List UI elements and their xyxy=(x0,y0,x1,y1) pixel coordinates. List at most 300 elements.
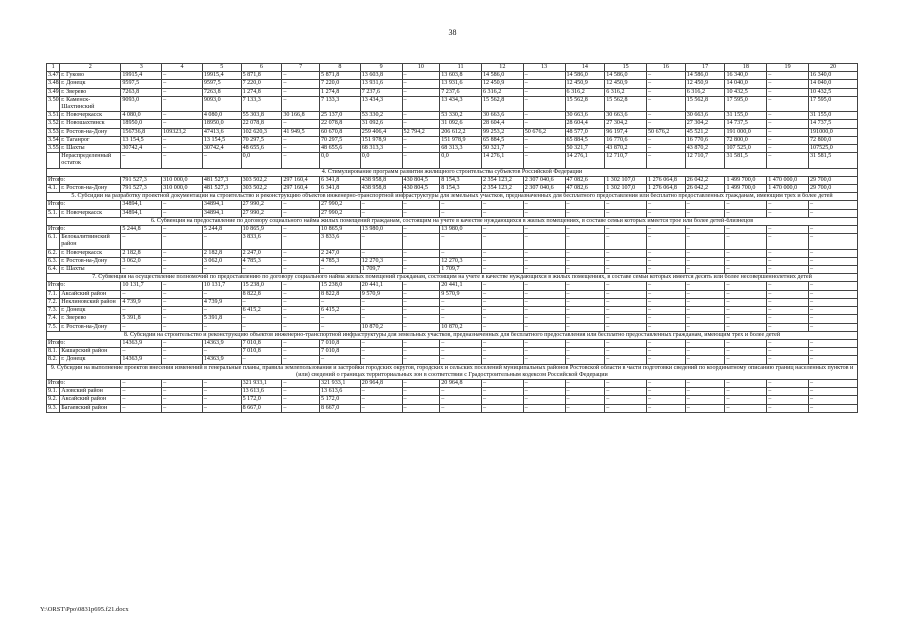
value-cell: – xyxy=(647,136,686,144)
value-cell: – xyxy=(647,339,686,347)
value-cell: 430 804,5 xyxy=(402,176,440,184)
value-cell: – xyxy=(685,226,725,234)
value-cell: – xyxy=(767,339,809,347)
value-cell: 43 870,2 xyxy=(605,145,647,153)
value-cell: – xyxy=(605,388,647,396)
value-cell: 15 562,8 xyxy=(605,96,647,111)
value-cell: – xyxy=(440,249,482,257)
section-heading-row xyxy=(47,274,858,282)
row-number-cell: 3.48. xyxy=(48,80,61,87)
value-cell: 6 316,2 xyxy=(685,88,725,96)
territory-name-cell xyxy=(60,339,121,347)
territory-name-cell: г. Новочеркасск xyxy=(60,112,121,120)
value-cell: – xyxy=(162,234,203,249)
value-cell: – xyxy=(647,396,686,404)
value-cell: – xyxy=(282,234,320,249)
value-cell: – xyxy=(202,323,241,331)
value-cell: – xyxy=(282,153,320,168)
value-cell: 102 620,3 xyxy=(241,128,282,136)
value-cell: – xyxy=(767,388,809,396)
value-cell: 34894,1 xyxy=(121,209,162,217)
value-cell: – xyxy=(440,339,482,347)
value-cell: 9093,0 xyxy=(121,96,162,111)
value-cell: – xyxy=(685,298,725,306)
value-cell: – xyxy=(162,307,203,315)
value-cell: 8 154,3 xyxy=(440,176,482,184)
value-cell: – xyxy=(121,388,162,396)
column-number-cell: 2 xyxy=(60,64,121,72)
value-cell: – xyxy=(402,120,440,128)
value-cell: – xyxy=(767,153,809,168)
value-cell: – xyxy=(121,266,162,274)
value-cell: 31 581,5 xyxy=(808,153,857,168)
value-cell: – xyxy=(282,145,320,153)
value-cell: – xyxy=(725,257,767,265)
value-cell: – xyxy=(647,307,686,315)
value-cell: – xyxy=(282,396,320,404)
value-cell: 297 160,4 xyxy=(282,185,320,193)
value-cell: – xyxy=(767,72,809,80)
value-cell: 31 155,0 xyxy=(725,112,767,120)
value-cell: 12 450,9 xyxy=(685,80,725,88)
value-cell: – xyxy=(282,323,320,331)
value-cell: – xyxy=(808,339,857,347)
value-cell: – xyxy=(605,323,647,331)
value-cell: – xyxy=(360,388,402,396)
value-cell: – xyxy=(523,307,565,315)
value-cell: – xyxy=(282,226,320,234)
territory-name-cell: г. Каменск-Шахтинский xyxy=(60,96,121,111)
value-cell: – xyxy=(320,298,361,306)
territory-name-cell: Неклиновский район xyxy=(60,298,121,306)
value-cell: 10 870,2 xyxy=(360,323,402,331)
value-cell: – xyxy=(605,209,647,217)
value-cell: 5 172,0 xyxy=(241,396,282,404)
table-row xyxy=(47,257,858,265)
value-cell: – xyxy=(162,257,203,265)
value-cell: – xyxy=(647,88,686,96)
value-cell: 7 010,8 xyxy=(320,339,361,347)
value-cell: – xyxy=(565,379,605,387)
value-cell: – xyxy=(162,72,203,80)
value-cell: – xyxy=(402,96,440,111)
column-number-cell: 9 xyxy=(360,64,402,72)
file-path-footer: Y:\ORST\Ppo\0831p695.f21.docx xyxy=(40,606,129,613)
value-cell: – xyxy=(440,396,482,404)
value-cell: – xyxy=(402,88,440,96)
row-number-cell: 6.1. xyxy=(47,234,60,249)
value-cell: – xyxy=(808,266,857,274)
value-cell: – xyxy=(808,315,857,323)
value-cell: 14 586,0 xyxy=(565,72,605,80)
territory-name-cell: г. Таганрог xyxy=(60,136,121,144)
value-cell: – xyxy=(402,379,440,387)
value-cell: – xyxy=(767,396,809,404)
table-row xyxy=(47,88,858,96)
value-cell: 60 670,8 xyxy=(320,128,361,136)
value-cell: 19915,4 xyxy=(202,72,241,80)
value-cell: – xyxy=(685,356,725,364)
value-cell: 151 978,9 xyxy=(360,136,402,144)
value-cell: 14 586,0 xyxy=(605,72,647,80)
territory-name-cell: Аксайский район xyxy=(60,290,121,298)
value-cell: – xyxy=(481,388,523,396)
value-cell: 156736,8 xyxy=(121,128,162,136)
page-number: 38 xyxy=(448,28,457,37)
value-cell: 1 470 000,0 xyxy=(767,185,809,193)
value-cell: 1 302 107,0 xyxy=(605,185,647,193)
row-number-cell: 7.1. xyxy=(47,290,60,298)
value-cell: 14 040,0 xyxy=(725,80,767,88)
value-cell: – xyxy=(725,348,767,356)
value-cell: 50 321,7 xyxy=(565,145,605,153)
value-cell: – xyxy=(162,226,203,234)
value-cell: – xyxy=(565,315,605,323)
value-cell: 68 313,3 xyxy=(360,145,402,153)
territory-name-cell: Аксайский район xyxy=(60,396,121,404)
value-cell: 65 884,5 xyxy=(565,136,605,144)
value-cell: 15 562,8 xyxy=(565,96,605,111)
value-cell: – xyxy=(523,315,565,323)
value-cell: 5 244,8 xyxy=(202,226,241,234)
value-cell: 72 800,0 xyxy=(725,136,767,144)
value-cell: 48 577,0 xyxy=(565,128,605,136)
column-number-cell: 4 xyxy=(162,64,203,72)
value-cell: – xyxy=(320,266,361,274)
value-cell: – xyxy=(162,249,203,257)
value-cell: – xyxy=(282,282,320,290)
value-cell: – xyxy=(725,404,767,412)
value-cell: – xyxy=(767,112,809,120)
value-cell: – xyxy=(440,388,482,396)
value-cell: – xyxy=(565,201,605,209)
value-cell: – xyxy=(402,257,440,265)
value-cell: – xyxy=(481,249,523,257)
value-cell: – xyxy=(162,298,203,306)
value-cell: 4 739,9 xyxy=(202,298,241,306)
value-cell: 14 586,0 xyxy=(685,72,725,80)
value-cell: – xyxy=(241,323,282,331)
value-cell: – xyxy=(523,153,565,168)
territory-name-cell: г. Новочеркасск xyxy=(60,249,121,257)
value-cell: 2 247,0 xyxy=(320,249,361,257)
value-cell: – xyxy=(647,226,686,234)
row-number-cell: 7.2. xyxy=(47,298,60,306)
section-heading-row xyxy=(47,168,858,176)
value-cell: 430 804,5 xyxy=(402,185,440,193)
value-cell: 53 330,2 xyxy=(440,112,482,120)
value-cell: – xyxy=(402,315,440,323)
column-number-cell: 6 xyxy=(241,64,282,72)
value-cell: – xyxy=(121,323,162,331)
value-cell: 7 237,6 xyxy=(360,88,402,96)
value-cell: 65 884,5 xyxy=(481,136,523,144)
table-row xyxy=(47,307,858,315)
value-cell: – xyxy=(523,396,565,404)
value-cell: 9 570,9 xyxy=(360,290,402,298)
column-number-cell: 10 xyxy=(402,64,440,72)
value-cell: 191 000,0 xyxy=(725,128,767,136)
value-cell: 303 502,2 xyxy=(241,185,282,193)
value-cell: – xyxy=(808,323,857,331)
value-cell: – xyxy=(685,209,725,217)
table-row xyxy=(47,226,858,234)
value-cell: – xyxy=(523,379,565,387)
value-cell: – xyxy=(605,257,647,265)
value-cell: – xyxy=(121,404,162,412)
section-heading-row xyxy=(47,364,858,379)
value-cell: 6 341,8 xyxy=(320,185,361,193)
value-cell: 34894,1 xyxy=(202,201,241,209)
value-cell: – xyxy=(320,356,361,364)
territory-name-cell xyxy=(60,176,121,184)
value-cell: – xyxy=(725,388,767,396)
value-cell: – xyxy=(440,356,482,364)
row-number-cell: 3.50. xyxy=(47,96,60,111)
value-cell: – xyxy=(647,249,686,257)
value-cell: – xyxy=(725,356,767,364)
value-cell: 31 092,6 xyxy=(440,120,482,128)
column-number-cell: 8 xyxy=(320,64,361,72)
value-cell: – xyxy=(402,201,440,209)
territory-name-cell: г. Ростов-на-Дону xyxy=(60,128,121,136)
value-cell: – xyxy=(162,120,203,128)
value-cell: – xyxy=(523,136,565,144)
value-cell: – xyxy=(808,257,857,265)
value-cell: – xyxy=(202,388,241,396)
value-cell: 0,0 xyxy=(320,153,361,168)
value-cell: 99 253,2 xyxy=(481,128,523,136)
value-cell: – xyxy=(282,307,320,315)
value-cell: – xyxy=(523,356,565,364)
section-heading: 8. Субсидии на строительство и реконструкцию объектов инженерно-транспортной инфраструктуры для земельных участков, предназначенных для бесплатного предоставления или бесплатно предоставленных гражданам, имеющим трех и более детей xyxy=(47,331,858,339)
value-cell: – xyxy=(565,356,605,364)
value-cell: – xyxy=(162,201,203,209)
value-cell: 321 933,1 xyxy=(241,379,282,387)
value-cell: 1 499 700,0 xyxy=(725,176,767,184)
value-cell: – xyxy=(523,257,565,265)
column-number-cell: 13 xyxy=(523,64,565,72)
value-cell: 297 160,4 xyxy=(282,176,320,184)
value-cell: – xyxy=(647,209,686,217)
row-number-cell: Итого: xyxy=(48,201,66,208)
value-cell: – xyxy=(481,282,523,290)
value-cell: 151 978,9 xyxy=(440,136,482,144)
value-cell: – xyxy=(402,404,440,412)
value-cell: 96 197,4 xyxy=(605,128,647,136)
value-cell: – xyxy=(282,136,320,144)
value-cell: 321 933,1 xyxy=(320,379,361,387)
value-cell: 16 770,6 xyxy=(685,136,725,144)
value-cell: – xyxy=(402,290,440,298)
value-cell: – xyxy=(565,234,605,249)
value-cell: 438 958,8 xyxy=(360,185,402,193)
value-cell: 13 154,5 xyxy=(121,136,162,144)
value-cell: 6 316,2 xyxy=(565,88,605,96)
value-cell: – xyxy=(647,112,686,120)
value-cell: 16 340,0 xyxy=(808,72,857,80)
row-number-cell: Итого: xyxy=(48,379,66,386)
table-row xyxy=(47,298,858,306)
value-cell: – xyxy=(767,356,809,364)
value-cell: – xyxy=(808,290,857,298)
value-cell: – xyxy=(725,290,767,298)
value-cell: – xyxy=(162,145,203,153)
value-cell: 17 595,0 xyxy=(725,96,767,111)
territory-name-cell: г. Новошахтинск xyxy=(60,120,121,128)
value-cell: 1 276 064,8 xyxy=(647,176,686,184)
value-cell: – xyxy=(481,266,523,274)
table-row xyxy=(47,72,858,80)
value-cell: – xyxy=(282,379,320,387)
row-number-cell: Итого: xyxy=(48,282,66,289)
value-cell: 7 010,8 xyxy=(241,348,282,356)
value-cell: – xyxy=(685,257,725,265)
value-cell: 14 586,0 xyxy=(481,72,523,80)
value-cell: – xyxy=(565,266,605,274)
value-cell: 41 949,5 xyxy=(282,128,320,136)
value-cell: 31 155,0 xyxy=(808,112,857,120)
row-number-cell: 9.1. xyxy=(47,388,60,396)
value-cell: – xyxy=(767,88,809,96)
value-cell: 0,0 xyxy=(360,153,402,168)
row-number-cell: 3.52. xyxy=(48,120,61,127)
value-cell: – xyxy=(402,249,440,257)
value-cell: 52 794,2 xyxy=(402,128,440,136)
value-cell: – xyxy=(162,290,203,298)
value-cell: – xyxy=(605,290,647,298)
value-cell: – xyxy=(605,356,647,364)
value-cell: – xyxy=(402,234,440,249)
value-cell: 7 237,6 xyxy=(440,88,482,96)
value-cell: – xyxy=(767,201,809,209)
value-cell: – xyxy=(481,257,523,265)
value-cell: – xyxy=(685,315,725,323)
value-cell: 5 172,0 xyxy=(320,396,361,404)
value-cell: 34894,1 xyxy=(121,201,162,209)
value-cell: – xyxy=(767,290,809,298)
value-cell: – xyxy=(647,266,686,274)
value-cell: – xyxy=(481,323,523,331)
value-cell: – xyxy=(725,339,767,347)
value-cell: – xyxy=(565,323,605,331)
value-cell: – xyxy=(523,323,565,331)
value-cell: – xyxy=(685,396,725,404)
value-cell: – xyxy=(121,307,162,315)
value-cell: – xyxy=(725,298,767,306)
value-cell: – xyxy=(481,315,523,323)
value-cell: – xyxy=(767,226,809,234)
row-number-cell: 3.55. xyxy=(48,145,61,152)
value-cell: – xyxy=(440,307,482,315)
value-cell: 15 562,8 xyxy=(685,96,725,111)
territory-name-cell: г. Ростов-на-Дону xyxy=(60,257,121,265)
value-cell: – xyxy=(725,315,767,323)
table-row xyxy=(47,176,858,184)
value-cell: 2 247,0 xyxy=(241,249,282,257)
row-number-cell: Итого: xyxy=(48,176,66,183)
section-heading: 7. Субвенция на осуществление полномочий по предоставлению по договору социального найма жилых помещений гражданам, состоящим на учете в качестве нуждающихся в жилых помещениях, в составе семьи которых имеется десять или более несовершеннолетних детей xyxy=(47,274,858,282)
value-cell: 7263,8 xyxy=(202,88,241,96)
value-cell: – xyxy=(565,348,605,356)
value-cell: – xyxy=(121,396,162,404)
value-cell: 31 092,6 xyxy=(360,120,402,128)
value-cell: – xyxy=(605,282,647,290)
value-cell: – xyxy=(523,282,565,290)
value-cell: – xyxy=(725,201,767,209)
value-cell: 7 010,8 xyxy=(320,348,361,356)
value-cell: – xyxy=(402,72,440,80)
value-cell: – xyxy=(402,396,440,404)
value-cell: 26 042,2 xyxy=(685,176,725,184)
value-cell: 30 663,6 xyxy=(685,112,725,120)
value-cell: 10 870,2 xyxy=(440,323,482,331)
value-cell: 5 391,8 xyxy=(202,315,241,323)
value-cell: – xyxy=(605,404,647,412)
territory-name-cell: г. Шахты xyxy=(60,266,121,274)
value-cell: – xyxy=(121,379,162,387)
value-cell: – xyxy=(481,290,523,298)
value-cell: – xyxy=(202,153,241,168)
row-number-cell: 7.5. xyxy=(47,323,60,331)
value-cell: 14363,9 xyxy=(121,339,162,347)
value-cell: – xyxy=(725,226,767,234)
value-cell: 3 062,0 xyxy=(202,257,241,265)
value-cell: – xyxy=(282,120,320,128)
column-number-cell: 7 xyxy=(282,64,320,72)
value-cell: – xyxy=(202,290,241,298)
value-cell: – xyxy=(481,348,523,356)
value-cell: – xyxy=(565,388,605,396)
value-cell: 791 527,3 xyxy=(121,185,162,193)
value-cell: 14 276,1 xyxy=(565,153,605,168)
value-cell: 30 663,6 xyxy=(565,112,605,120)
value-cell: – xyxy=(202,234,241,249)
value-cell: – xyxy=(162,396,203,404)
value-cell: 13 603,8 xyxy=(440,72,482,80)
column-number-cell: 18 xyxy=(725,64,767,72)
value-cell: – xyxy=(767,80,809,88)
value-cell: – xyxy=(647,282,686,290)
value-cell: 1 499 700,0 xyxy=(725,185,767,193)
value-cell: 7 220,0 xyxy=(320,80,361,88)
value-cell: – xyxy=(605,348,647,356)
value-cell: – xyxy=(282,88,320,96)
value-cell: – xyxy=(402,266,440,274)
value-cell: 70 297,5 xyxy=(320,136,361,144)
row-number-cell: 6.3. xyxy=(47,257,60,265)
value-cell: – xyxy=(523,226,565,234)
value-cell: – xyxy=(647,80,686,88)
value-cell: – xyxy=(685,348,725,356)
value-cell: 2 182,8 xyxy=(121,249,162,257)
value-cell: – xyxy=(647,388,686,396)
value-cell: – xyxy=(360,315,402,323)
value-cell: – xyxy=(647,153,686,168)
value-cell: – xyxy=(767,307,809,315)
value-cell: 7 010,8 xyxy=(241,339,282,347)
value-cell: – xyxy=(282,315,320,323)
value-cell: 13 931,6 xyxy=(360,80,402,88)
value-cell: 28 604,4 xyxy=(565,120,605,128)
value-cell: 3 062,0 xyxy=(121,257,162,265)
table-row xyxy=(47,356,858,364)
value-cell: – xyxy=(767,136,809,144)
value-cell: – xyxy=(808,298,857,306)
value-cell: – xyxy=(767,249,809,257)
value-cell: – xyxy=(647,201,686,209)
value-cell: – xyxy=(523,266,565,274)
